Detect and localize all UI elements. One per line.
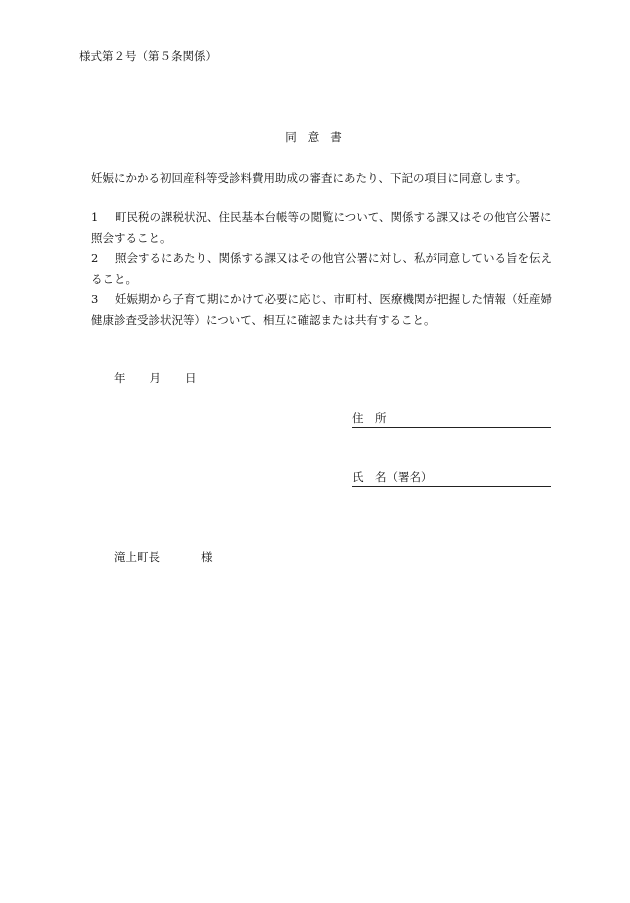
item-number: 3 bbox=[91, 292, 99, 306]
date-month-label: 月 bbox=[149, 371, 161, 385]
addressee-line bbox=[114, 549, 213, 565]
name-label: 氏 名（署名） bbox=[352, 470, 433, 484]
form-number: 様式第２号（第５条関係） bbox=[79, 49, 217, 63]
date-year-label: 年 bbox=[114, 371, 126, 385]
consent-item-1 bbox=[91, 207, 561, 249]
name-signature-field[interactable] bbox=[352, 469, 551, 487]
address-label: 住 所 bbox=[352, 411, 387, 425]
intro-text: 妊娠にかかる初回産科等受診料費用助成の審査にあたり、下記の項目に同意します。 bbox=[91, 171, 528, 185]
date-line bbox=[114, 370, 197, 386]
item-number: 1 bbox=[91, 210, 99, 224]
document-title: 同意書 bbox=[285, 130, 353, 144]
addressee-honorific: 様 bbox=[201, 550, 213, 564]
item-text: 照会するにあたり、関係する課又はその他官公署に対し、私が同意している旨を伝えること。 bbox=[91, 251, 552, 286]
address-field[interactable] bbox=[352, 410, 551, 428]
item-number: 2 bbox=[91, 251, 99, 265]
item-text: 妊娠期から子育て期にかけて必要に応じ、市町村、医療機関が把握した情報（妊産婦健康診査受診状況等）について、相互に確認または共有すること。 bbox=[91, 292, 552, 327]
addressee-name: 滝上町長 bbox=[114, 550, 160, 564]
item-text: 町民税の課税状況、住民基本台帳等の閲覧について、関係する課又はその他官公署に照会すること。 bbox=[91, 210, 552, 245]
consent-item-2 bbox=[91, 248, 561, 290]
consent-item-3 bbox=[91, 289, 561, 331]
date-day-label: 日 bbox=[185, 371, 197, 385]
